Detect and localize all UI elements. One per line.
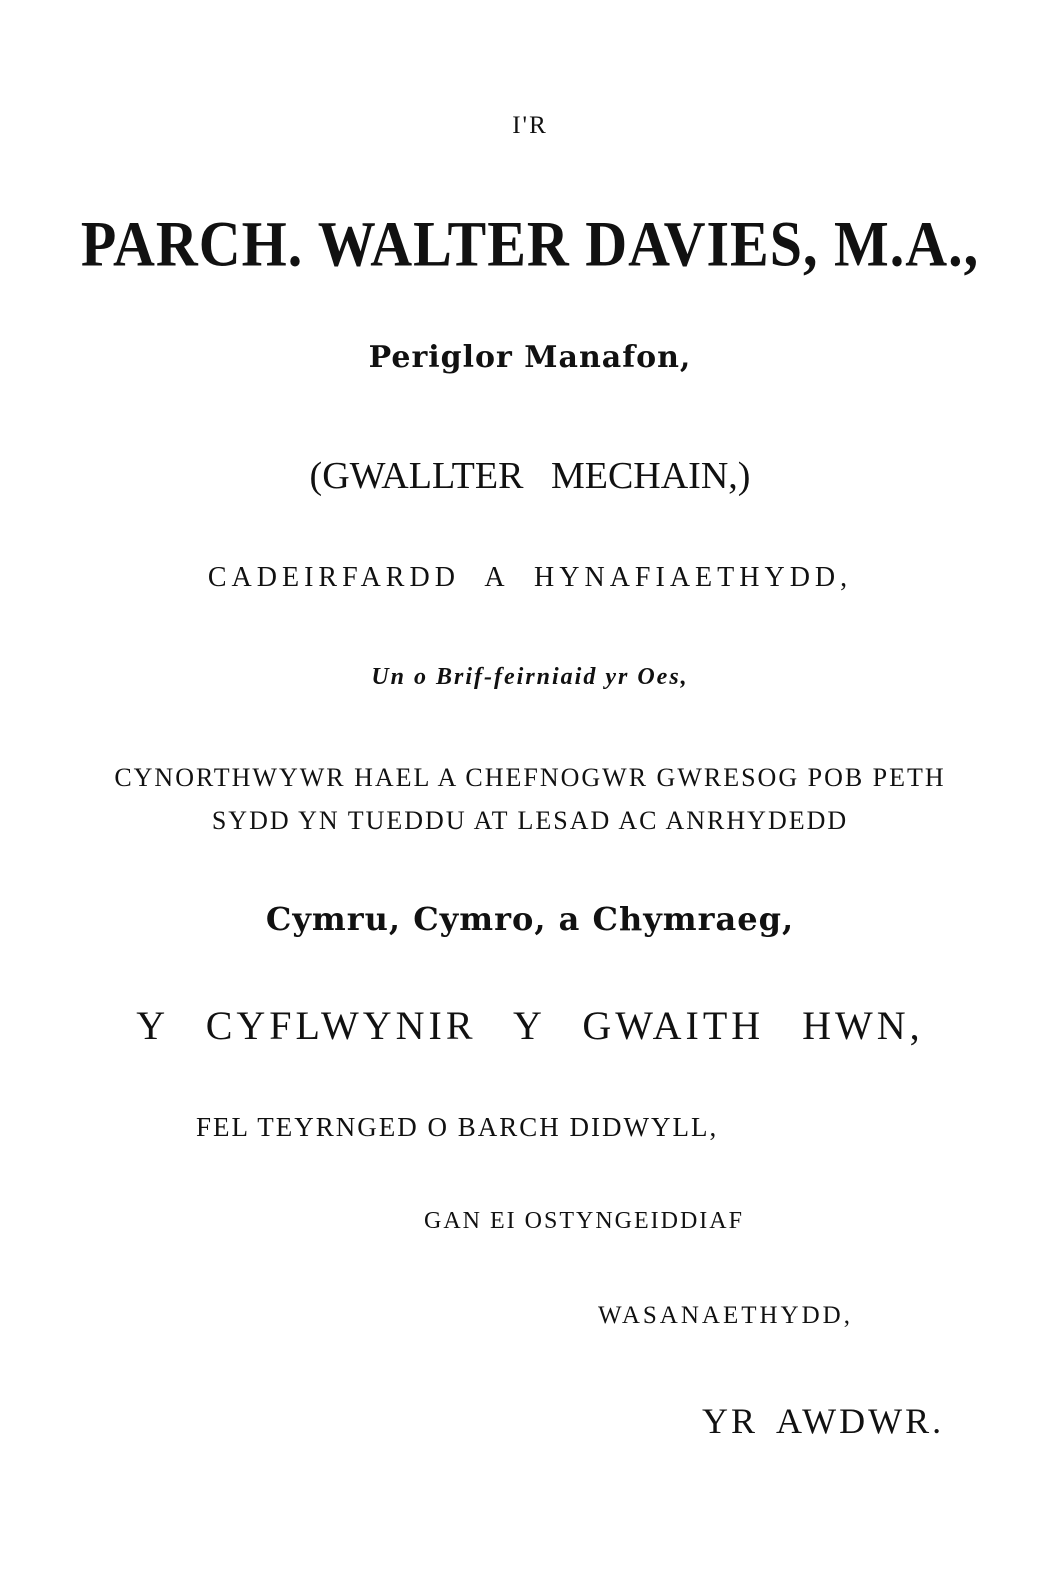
dedication-to-heading: I'R [512,112,548,139]
nation-line: Cymru, Cymro, a Chymraeg, [265,900,795,938]
tribute-line: FEL TEYRNGED O BARCH DIDWYLL, [196,1112,719,1142]
patron-line-2: SYDD YN TUEDDU AT LESAD AC ANRHYDEDD [211,806,849,835]
bardic-name: (GWALLTER MECHAIN,) [309,455,751,497]
dedication-line: Y CYFLWYNIR Y GWAITH HWN, [136,1003,924,1048]
patron-line-1: CYNORTHWYWR HAEL A CHEFNOGWR GWRESOG POB PETH [114,763,946,792]
closing-line-1: GAN EI OSTYNGEIDDIAF [424,1208,744,1234]
author-signature: YR AWDWR. [702,1401,945,1441]
dedicatee-name: PARCH. WALTER DAVIES, M.A., [80,207,980,280]
honorific-titles: CADEIRFARDD A HYNAFIAETHYDD, [207,562,853,593]
eminence-line: Un o Brif-feirniaid yr Oes, [371,664,689,690]
closing-line-2: WASANAETHYDD, [598,1302,853,1329]
office-title: Periglor Manafon, [368,340,692,375]
